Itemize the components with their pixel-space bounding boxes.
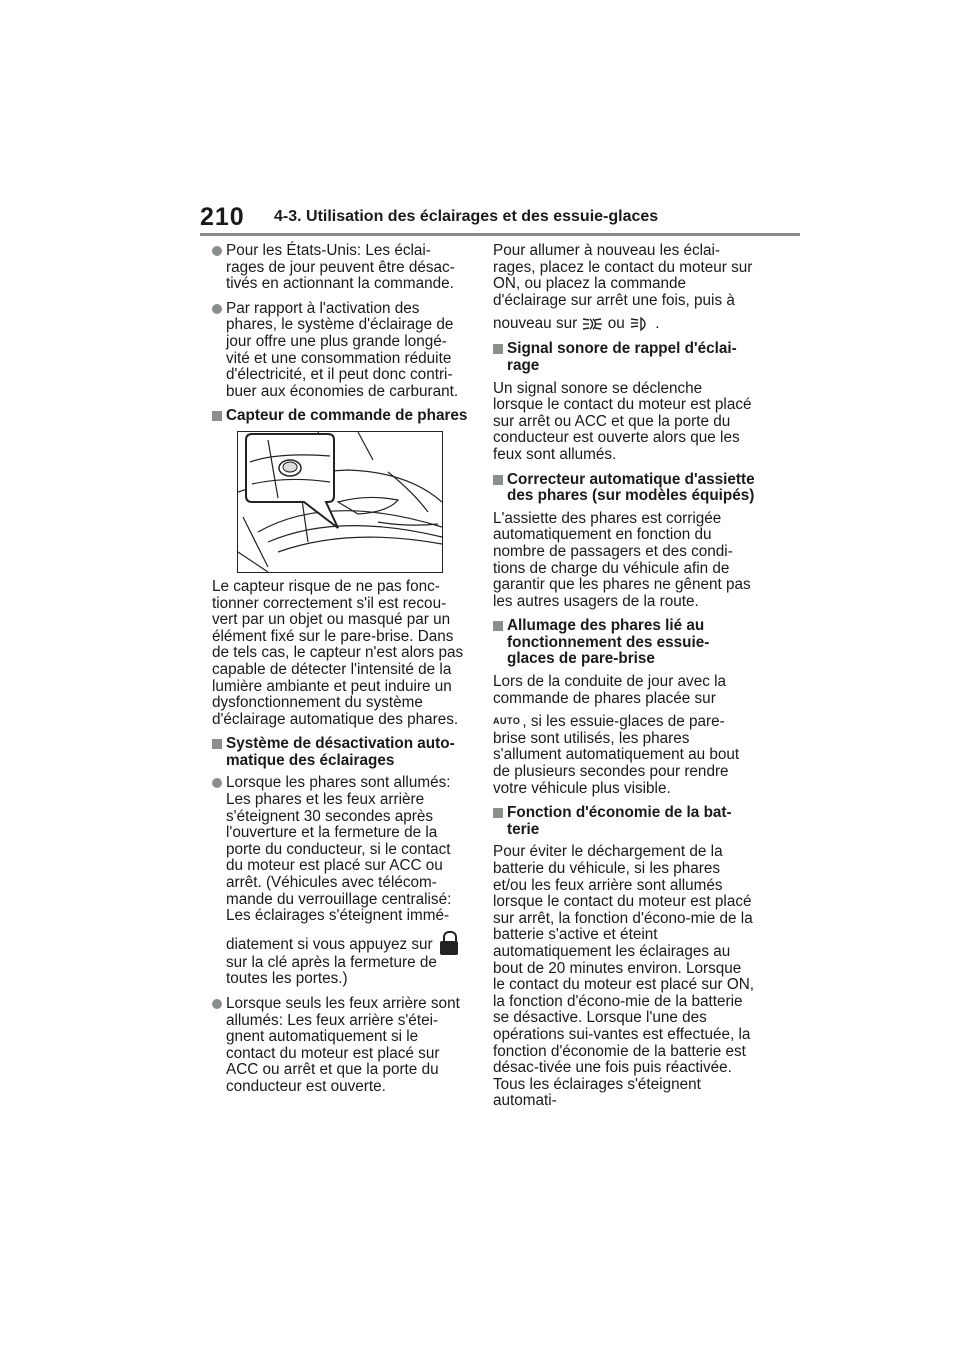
body-paragraph: Pour éviter le déchargement de la batterie du véhicule, si les phares et/ou les feux arrière sont allumés lorsque le contact du moteur est placé sur arrêt, la fonction d'écono-mie de la batterie s'active et éteint automatiquement les éclairages au bout de 20 minutes environ. Lorsque le contact du moteur est placé sur ON, la fonction d'écono-mie de la batterie se désactive. Lorsque l'une des opérations sui-vantes est effectuée, la fonction d'économie de la batterie est désac-tivée une fois puis réactivée. Tous les éclairages s'éteignent automati- — [493, 843, 755, 1110]
tail-light-icon — [581, 315, 603, 333]
paragraph-text: . — [655, 315, 660, 333]
circle-bullet-icon — [212, 999, 222, 1009]
body-paragraph — [493, 674, 755, 797]
body-paragraph — [493, 243, 755, 333]
bullet-text: diatement si vous appuyez sur — [226, 935, 433, 953]
section-heading — [493, 805, 755, 838]
list-item — [212, 996, 468, 1096]
section-heading — [212, 736, 468, 769]
paragraph-text: ou — [607, 315, 625, 333]
bullet-text: sur la clé après la fermeture de toutes les portes.) — [226, 953, 437, 988]
square-heading-icon — [493, 344, 503, 354]
lock-icon — [439, 931, 459, 955]
circle-bullet-icon — [212, 304, 222, 314]
heading-text: Fonction d'économie de la bat-terie — [507, 804, 732, 838]
right-column — [493, 243, 755, 1118]
left-column — [212, 243, 468, 1104]
auto-label: AUTO — [493, 716, 521, 727]
paragraph-line — [493, 315, 755, 333]
paragraph-text: Pour allumer à nouveau les éclai-rages, placez le contact du moteur sur ON, ou placez la commande d'éclairage sur arrêt une fois, puis à — [493, 242, 753, 309]
heading-text: Système de désactivation auto-matique des éclairages — [226, 735, 455, 769]
body-paragraph: Le capteur risque de ne pas fonc-tionner correctement s'il est recou-vert par un objet ou masqué par un élément fixé sur le pare-brise. Dans de tels cas, le capteur n'est alors pas capable de détecter l'intensité de la lumière ambiante et peut induire un dysfonctionnement du système d'éclairage automatique des phares. — [212, 577, 464, 728]
bullet-text: Par rapport à l'activation des phares, le système d'éclairage de jour offre une plus grande longé-vité et une consommation réduite d'électricité, et il peut donc contri-buer aux économies de carburant. — [226, 299, 459, 400]
square-heading-icon — [493, 475, 503, 485]
square-heading-icon — [493, 808, 503, 818]
section-heading — [493, 341, 755, 374]
heading-text: Signal sonore de rappel d'éclai-rage — [507, 340, 737, 374]
windshield-sensor-drawing — [238, 432, 442, 572]
body-paragraph: Un signal sonore se déclenche lorsque le contact du moteur est placé sur arrêt ou ACC et que la porte du conducteur est ouverte alors que les feux sont allumés. — [493, 379, 752, 463]
section-title: 4-3. Utilisation des éclairages et des essuie-glaces — [274, 208, 659, 225]
list-item — [212, 243, 468, 293]
square-heading-icon — [212, 739, 222, 749]
heading-text: Correcteur automatique d'assiette des phares (sur modèles équipés) — [507, 470, 755, 505]
header-rule — [200, 233, 800, 236]
square-heading-icon — [212, 411, 222, 421]
circle-bullet-icon — [212, 246, 222, 256]
paragraph-text: Lors de la conduite de jour avec la commande de phares placée sur — [493, 673, 727, 707]
section-heading — [493, 618, 755, 668]
list-item — [212, 775, 468, 988]
body-paragraph: L'assiette des phares est corrigée automatiquement en fonction du nombre de passagers et des condi-tions de charge du véhicule afin de garantir que les phares ne gênent pas les autres usagers de la route. — [493, 509, 751, 610]
heading-text: Allumage des phares lié au fonctionnement des essuie-glaces de pare-brise — [507, 617, 710, 668]
square-heading-icon — [493, 621, 503, 631]
paragraph-line — [493, 713, 755, 797]
circle-bullet-icon — [212, 778, 222, 788]
bullet-text: Pour les États-Unis: Les éclai-rages de jour peuvent être désac-tivés en actionnant la commande. — [226, 242, 455, 293]
page-header — [200, 203, 800, 235]
paragraph-text: nouveau sur — [493, 315, 578, 333]
sensor-illustration — [237, 431, 443, 573]
bullet-text: Lorsque les phares sont allumés: Les phares et les feux arrière s'éteignent 30 secondes après l'ouverture et la fermeture de la porte du conducteur, si le contact du moteur est placé sur ACC ou arrêt. (Véhicules avec télécom-mande du verrouillage centralisé: Les éclairages s'éteignent immé- — [226, 774, 452, 925]
list-item — [212, 301, 468, 401]
headlight-icon — [629, 315, 651, 333]
bullet-text: Lorsque seuls les feux arrière sont allumés: Les feux arrière s'étei-gnent automatiquement si le contact du moteur est placé sur ACC ou arrêt et que la porte du conducteur est ouverte. — [226, 995, 460, 1095]
bullet-line — [226, 931, 468, 955]
page-number: 210 — [200, 203, 245, 231]
paragraph-text: , si les essuie-glaces de pare-brise sont utilisés, les phares s'allument automatiquement au bout de plusieurs secondes pour rendre votre véhicule plus visible. — [493, 713, 740, 797]
section-heading — [212, 408, 468, 425]
section-heading — [493, 472, 755, 505]
heading-text: Capteur de commande de phares — [226, 407, 468, 425]
